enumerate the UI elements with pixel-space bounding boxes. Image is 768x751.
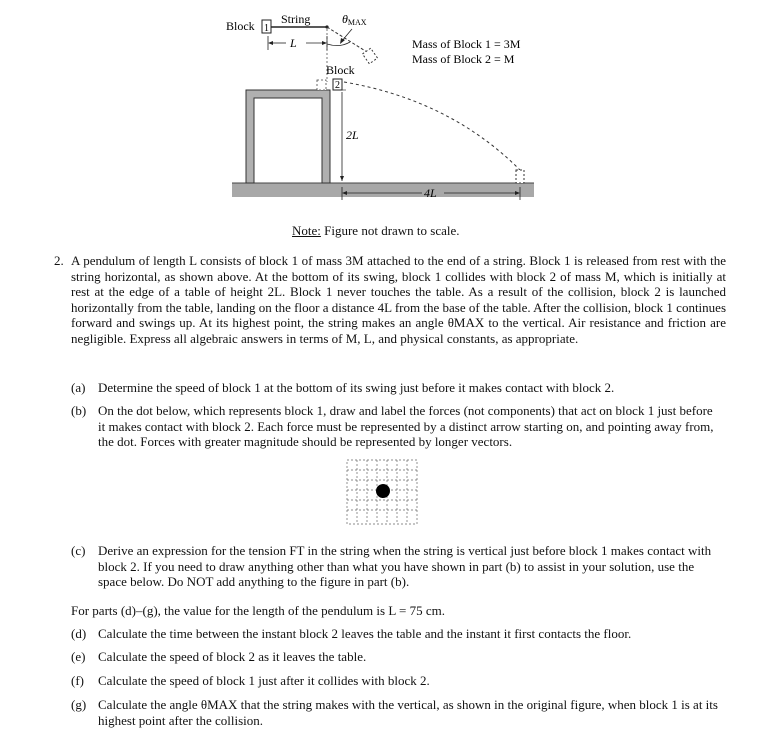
part-d-text: Calculate the time between the instant block 2 leaves the table and the instant it first contacts the floor. [98, 626, 632, 641]
part-f-text: Calculate the speed of block 1 just after it collides with block 2. [98, 673, 430, 688]
block1-number: 1 [264, 23, 269, 34]
string-label: String [281, 12, 311, 26]
block1-dot [376, 484, 390, 498]
height-label: 2L [346, 128, 359, 142]
part-g-label: (g) [71, 697, 87, 712]
pendulum-figure [0, 0, 768, 240]
part-a-label: (a) [71, 380, 86, 395]
part-b [71, 403, 721, 450]
part-e-text: Calculate the speed of block 2 as it leaves the table. [98, 649, 367, 664]
table [246, 90, 330, 183]
part-f-label: (f) [71, 673, 84, 688]
distance-label: 4L [424, 186, 437, 200]
free-body-dot-grid[interactable] [346, 459, 418, 525]
part-c-label: (c) [71, 543, 86, 558]
part-d-label: (d) [71, 626, 87, 641]
L-label: L [290, 36, 297, 50]
mass2-text: Mass of Block 2 = M [412, 52, 515, 66]
mass1-text: Mass of Block 1 = 3M [412, 37, 521, 51]
note-label: Note: [292, 223, 321, 238]
block1-label: Block [226, 19, 255, 33]
parts-dg-note: For parts (d)–(g), the value for the length of the pendulum is L = 75 cm. [71, 603, 446, 618]
problem-text: A pendulum of length L consists of block 1 of mass 3M attached to the end of a string. Block 1 is released from rest with the string horizontal, as shown above. At the bottom of its swing, block 1 collides with block 2 of mass M, which is initially at rest at the edge of a table of height 2L. Block 1 never touches the table. As a result of the collision, block 2 is launched horizontally from the table, landing on the floor a distance 4L from the base of the table. After the collision, block 1 continues forward and swings up. At its highest point, the string makes an angle θMAX to the vertical. Air resistance and friction are negligible. Express all algebraic answers in terms of M, L, and physical constants, as appropriate. [71, 253, 726, 346]
part-a-text: Determine the speed of block 1 at the bottom of its swing just before it makes contact with block 2. [98, 380, 615, 395]
trajectory [344, 82, 520, 170]
part-b-label: (b) [71, 403, 87, 418]
theta-label: θMAX [342, 12, 367, 27]
problem-stem [54, 253, 726, 347]
part-b-text: On the dot below, which represents block 1, draw and label the forces (not components) that act on block 1 just before it makes contact with block 2. Each force must be represented by a distinct arrow starting on, and pointing away from, the dot. Forces with greater magnitude should be represented by longer vectors. [98, 403, 714, 449]
part-g [71, 697, 721, 728]
part-c-text: Derive an expression for the tension FT in the string when the string is vertical just before block 1 makes contact with block 2. If you need to draw anything other than what you have shown in part (b) to assist in your solution, use the space below. Do NOT add anything to the figure in part (b). [98, 543, 712, 589]
part-g-text: Calculate the angle θMAX that the string makes with the vertical, as shown in the original figure, when block 1 is at its highest point after the collision. [98, 697, 718, 728]
note-text: Figure not drawn to scale. [320, 223, 460, 238]
block2-number: 2 [335, 80, 340, 91]
problem-number: 2. [54, 253, 64, 268]
block2-label: Block [326, 63, 355, 77]
floor [232, 183, 534, 197]
part-e-label: (e) [71, 649, 86, 664]
part-e [71, 649, 721, 665]
part-c [71, 543, 721, 590]
part-f [71, 673, 721, 689]
part-d [71, 626, 721, 642]
figure-note [292, 223, 460, 239]
part-a [71, 380, 721, 396]
